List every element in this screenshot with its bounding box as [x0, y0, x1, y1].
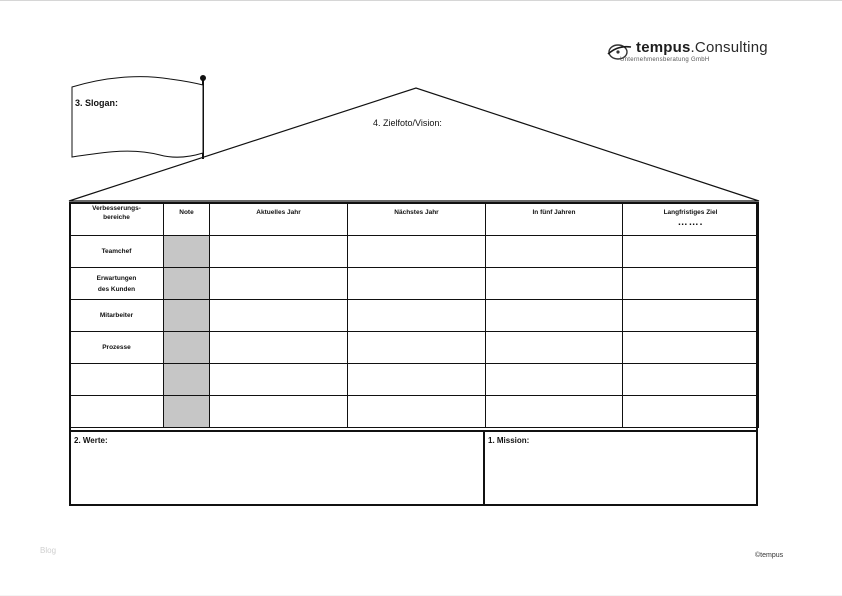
header-long-term-goal-label: Langfristiges Ziel	[663, 209, 718, 216]
table-row	[70, 396, 759, 428]
next-year-cell[interactable]	[348, 396, 486, 428]
grade-cell[interactable]	[164, 332, 210, 364]
long-term-goal-cell[interactable]	[623, 396, 759, 428]
five-years-cell[interactable]	[486, 396, 623, 428]
long-term-goal-cell[interactable]	[623, 300, 759, 332]
row-label[interactable]	[70, 396, 164, 428]
row-label[interactable]	[70, 364, 164, 396]
row-label: Prozesse	[70, 332, 164, 364]
flag-pole-knob	[200, 75, 206, 81]
flag-shape	[72, 77, 203, 158]
long-term-goal-cell[interactable]	[623, 364, 759, 396]
footer-copyright: ©tempus	[755, 552, 784, 559]
five-years-cell[interactable]	[486, 268, 623, 300]
grade-cell[interactable]	[164, 268, 210, 300]
table-row	[70, 332, 759, 364]
long-term-goal-cell[interactable]	[623, 332, 759, 364]
mission-box[interactable]	[483, 430, 758, 506]
header-grade: Note	[164, 203, 210, 236]
logo-brand-light: .Consulting	[690, 39, 768, 56]
grade-cell[interactable]	[164, 300, 210, 332]
logo-brand-bold: tempus	[636, 39, 691, 56]
next-year-cell[interactable]	[348, 332, 486, 364]
grade-cell[interactable]	[164, 364, 210, 396]
current-year-cell[interactable]	[210, 236, 348, 268]
current-year-cell[interactable]	[210, 332, 348, 364]
table-row	[70, 300, 759, 332]
header-current-year: Aktuelles Jahr	[210, 203, 348, 236]
current-year-cell[interactable]	[210, 396, 348, 428]
header-improvement-areas: Verbesserungs- bereiche	[70, 203, 164, 236]
row-label: Teamchef	[70, 236, 164, 268]
values-box[interactable]	[69, 430, 485, 506]
header-long-term-goal	[623, 203, 759, 236]
five-years-cell[interactable]	[486, 332, 623, 364]
five-years-cell[interactable]	[486, 236, 623, 268]
current-year-cell[interactable]	[210, 300, 348, 332]
logo-tagline: Unternehmensberatung GmbH	[620, 57, 710, 63]
long-term-goal-cell[interactable]	[623, 236, 759, 268]
row-label: Erwartungen des Kunden	[70, 268, 164, 300]
footer-watermark: Blog	[40, 546, 57, 555]
five-years-cell[interactable]	[486, 364, 623, 396]
slogan-label: 3. Slogan:	[75, 98, 119, 108]
mission-label: 1. Mission:	[488, 436, 530, 445]
grade-cell[interactable]	[164, 236, 210, 268]
five-years-cell[interactable]	[486, 300, 623, 332]
header-long-term-goal-dots: …….	[677, 217, 704, 228]
next-year-cell[interactable]	[348, 236, 486, 268]
grade-cell[interactable]	[164, 396, 210, 428]
long-term-goal-cell[interactable]	[623, 268, 759, 300]
header-in-five-years: In fünf Jahren	[486, 203, 623, 236]
table-header-row	[70, 203, 759, 236]
values-label: 2. Werte:	[74, 436, 108, 445]
next-year-cell[interactable]	[348, 300, 486, 332]
next-year-cell[interactable]	[348, 364, 486, 396]
current-year-cell[interactable]	[210, 268, 348, 300]
next-year-cell[interactable]	[348, 268, 486, 300]
table-row	[70, 268, 759, 300]
table-row	[70, 364, 759, 396]
foundation-boxes	[69, 430, 758, 506]
vision-label: 4. Zielfoto/Vision:	[373, 118, 442, 128]
table-row	[70, 236, 759, 268]
header-next-year: Nächstes Jahr	[348, 203, 486, 236]
row-label: Mitarbeiter	[70, 300, 164, 332]
current-year-cell[interactable]	[210, 364, 348, 396]
